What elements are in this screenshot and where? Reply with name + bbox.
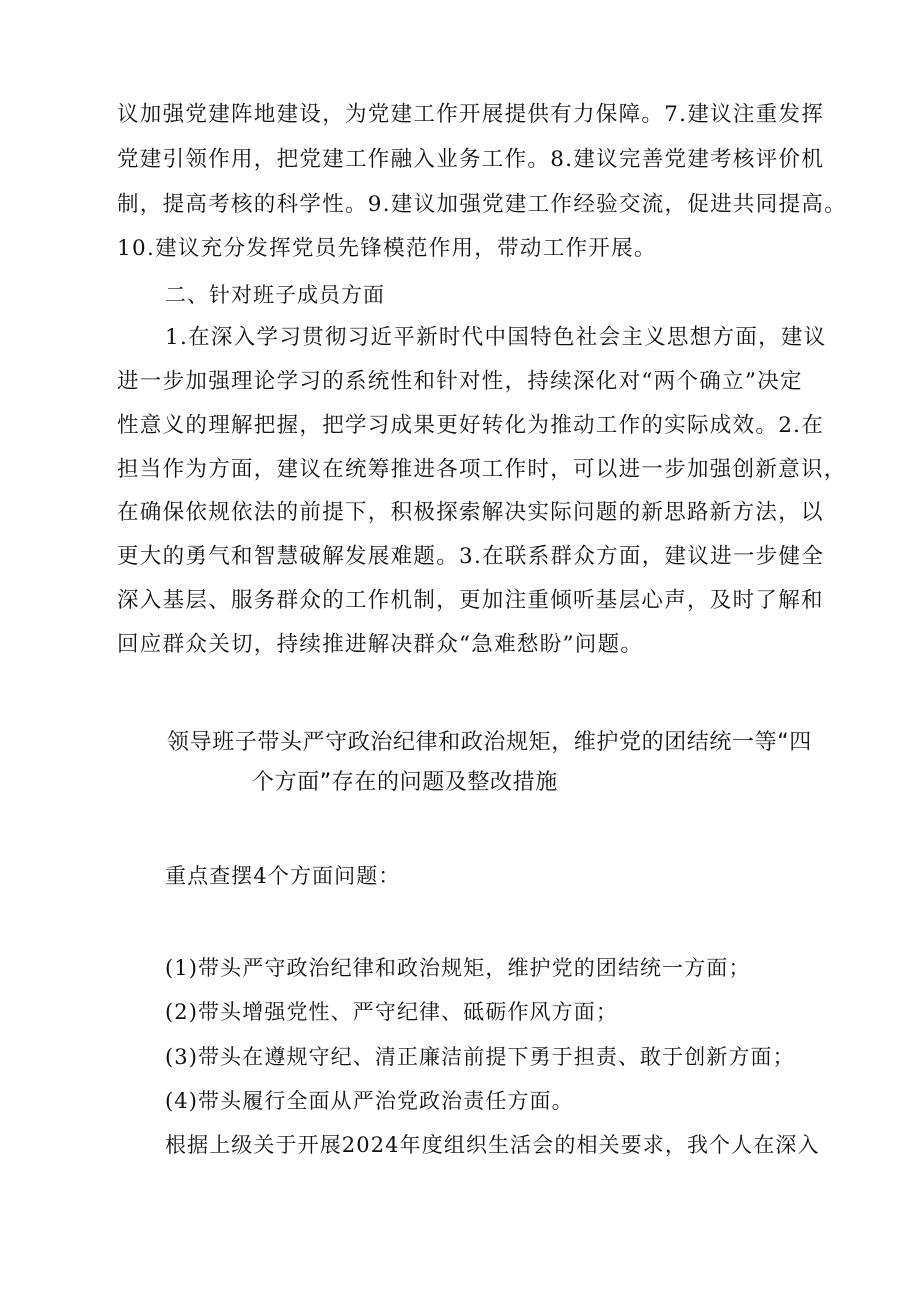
paragraph-line: 党建引领作用，把党建工作融入业务工作。8.建议完善党建考核评价机 bbox=[117, 147, 825, 172]
document-title-continued: 个方面”存在的问题及整改措施 bbox=[252, 770, 558, 795]
paragraph-line: 回应群众关切，持续推进解决群众“急难愁盼”问题。 bbox=[117, 632, 644, 657]
list-item: (1)带头严守政治纪律和政治规矩，维护党的团结统一方面； bbox=[165, 956, 751, 980]
list-item: (2)带头增强党性、严守纪律、砥砺作风方面； bbox=[165, 1000, 618, 1024]
list-item: (4)带头履行全面从严治党政治责任方面。 bbox=[165, 1089, 574, 1113]
paragraph-line: 1.在深入学习贯彻习近平新时代中国特色社会主义思想方面，建议 bbox=[165, 325, 827, 350]
paragraph-line: 更大的勇气和智慧破解发展难题。3.在联系群众方面，建议进一步健全 bbox=[117, 544, 825, 569]
section-heading: 二、针对班子成员方面 bbox=[165, 283, 385, 307]
paragraph-line: 进一步加强理论学习的系统性和针对性，持续深化对“两个确立”决定 bbox=[117, 369, 803, 394]
document-title: 领导班子带头严守政治纪律和政治规矩，维护党的团结统一等“四 bbox=[167, 730, 812, 755]
paragraph-line: 制，提高考核的科学性。9.建议加强党建工作经验交流，促进共同提高。 bbox=[117, 192, 847, 217]
intro-text: 重点查摆4个方面问题： bbox=[165, 864, 401, 888]
paragraph-line: 在确保依规依法的前提下，积极探索解决实际问题的新思路新方法，以 bbox=[117, 500, 824, 525]
paragraph-line: 根据上级关于开展2024年度组织生活会的相关要求，我个人在深入 bbox=[165, 1133, 820, 1157]
paragraph-line: 深入基层、服务群众的工作机制，更加注重倾听基层心声，及时了解和 bbox=[117, 588, 824, 613]
paragraph-line: 性意义的理解把握，把学习成果更好转化为推动工作的实际成效。2.在 bbox=[117, 413, 825, 438]
list-item: (3)带头在遵规守纪、清正廉洁前提下勇于担责、敢于创新方面； bbox=[165, 1045, 795, 1069]
paragraph-line: 议加强党建阵地建设，为党建工作开展提供有力保障。7.建议注重发挥 bbox=[117, 102, 825, 127]
paragraph-line: 担当作为方面，建议在统筹推进各项工作时，可以进一步加强创新意识， bbox=[117, 457, 847, 482]
paragraph-line: 10.建议充分发挥党员先锋模范作用，带动工作开展。 bbox=[117, 236, 657, 261]
